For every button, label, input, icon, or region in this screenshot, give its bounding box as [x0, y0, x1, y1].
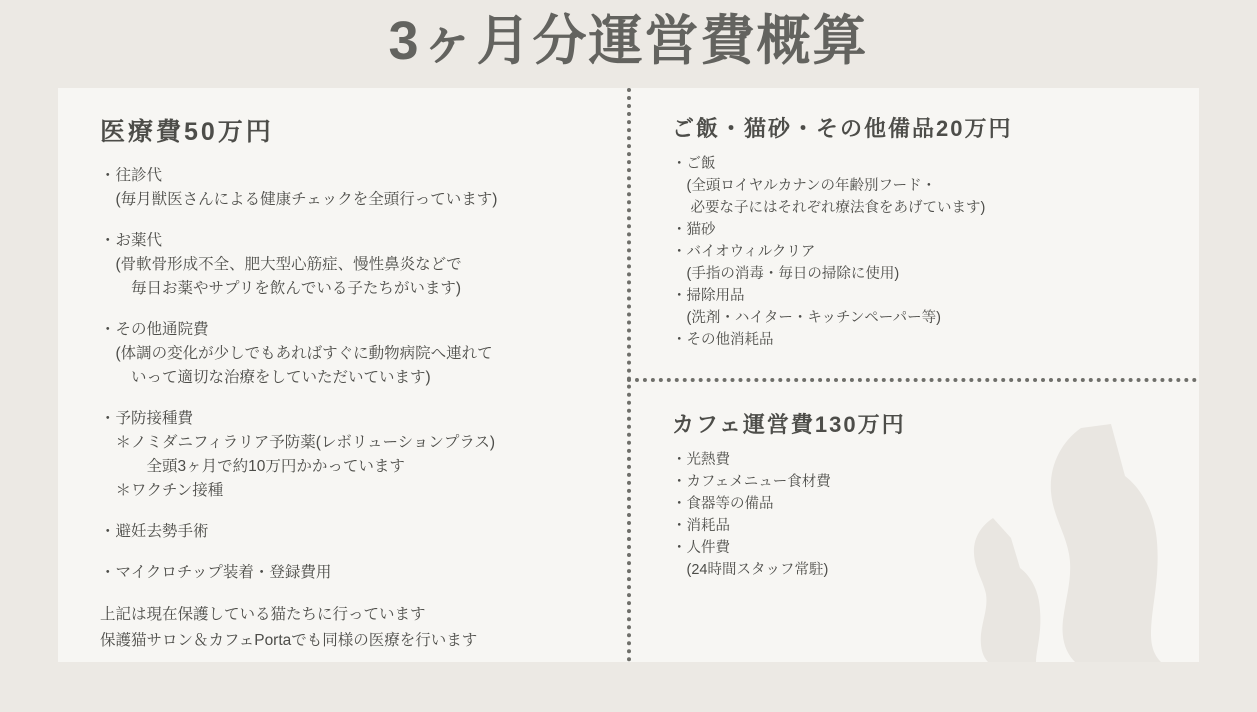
- section-supplies: [672, 112, 1172, 351]
- text-line: ・カフェメニュー食材費: [672, 474, 831, 490]
- text-line: 毎日お薬やサプリを飲んでいる子たちがいます): [100, 280, 462, 297]
- list-item: [100, 164, 610, 212]
- list-item: [672, 493, 1172, 515]
- section-cafe-heading: カフェ運営費130万円: [672, 412, 906, 437]
- text-line: 上記は現在保護している猫たちに行っています: [100, 606, 426, 623]
- text-line: ・マイクロチップ装着・登録費用: [100, 564, 332, 581]
- text-line: ・猫砂: [672, 222, 716, 238]
- divider-vertical: [627, 88, 631, 662]
- list-item: [672, 515, 1172, 537]
- list-item: [672, 449, 1172, 471]
- text-line: ・避妊去勢手術: [100, 523, 209, 540]
- list-item: [672, 219, 1172, 241]
- text-line: ・お薬代: [100, 232, 163, 249]
- text-line: ＊ワクチン接種: [100, 482, 224, 499]
- section-medical-footer: [100, 602, 610, 654]
- text-line: (全頭ロイヤルカナンの年齢別フード・: [672, 178, 937, 194]
- text-line: ＊ノミダニフィラリア予防薬(レボリューションプラス): [100, 434, 496, 451]
- section-cafe: [672, 408, 1172, 581]
- text-line: 必要な子にはそれぞれ療法食をあげています): [672, 200, 986, 216]
- page-title: 3ヶ月分運営費概算: [388, 11, 869, 71]
- list-item: [672, 241, 1172, 285]
- text-line: ・食器等の備品: [672, 496, 774, 512]
- list-item: [100, 407, 610, 503]
- text-line: ・その他消耗品: [672, 332, 774, 348]
- text-line: ・予防接種費: [100, 410, 194, 427]
- text-line: (骨軟骨形成不全、肥大型心筋症、慢性鼻炎などで: [100, 256, 462, 273]
- section-supplies-heading: ご飯・猫砂・その他備品20万円: [672, 116, 1013, 141]
- text-line: (手指の消毒・毎日の掃除に使用): [672, 266, 900, 282]
- list-item: [100, 318, 610, 390]
- text-line: (24時間スタッフ常駐): [672, 562, 829, 578]
- list-item: [100, 561, 610, 585]
- list-item: [100, 229, 610, 301]
- section-medical: [100, 112, 610, 654]
- text-line: 全頭3ヶ月で約10万円かかっています: [100, 458, 405, 475]
- list-item: [672, 329, 1172, 351]
- text-line: ・往診代: [100, 167, 163, 184]
- text-line: ・その他通院費: [100, 321, 209, 338]
- list-item: [672, 153, 1172, 219]
- text-line: ・ご飯: [672, 156, 716, 172]
- divider-horizontal: [627, 378, 1197, 382]
- list-item: [100, 520, 610, 544]
- list-item: [672, 471, 1172, 493]
- text-line: (洗剤・ハイター・キッチンペーパー等): [672, 310, 941, 326]
- text-line: ・消耗品: [672, 518, 730, 534]
- text-line: ・人件費: [672, 540, 730, 556]
- text-line: ・バイオウィルクリア: [672, 244, 816, 260]
- text-line: (体調の変化が少しでもあればすぐに動物病院へ連れて: [100, 345, 493, 362]
- text-line: ・掃除用品: [672, 288, 745, 304]
- section-medical-heading: 医療費50万円: [100, 118, 274, 146]
- text-line: 保護猫サロン＆カフェPortaでも同様の医療を行います: [100, 632, 478, 649]
- text-line: (毎月獣医さんによる健康チェックを全頭行っています): [100, 191, 498, 208]
- list-item: [672, 537, 1172, 581]
- text-line: ・光熱費: [672, 452, 730, 468]
- list-item: [672, 285, 1172, 329]
- text-line: いって適切な治療をしていただいています): [100, 369, 431, 386]
